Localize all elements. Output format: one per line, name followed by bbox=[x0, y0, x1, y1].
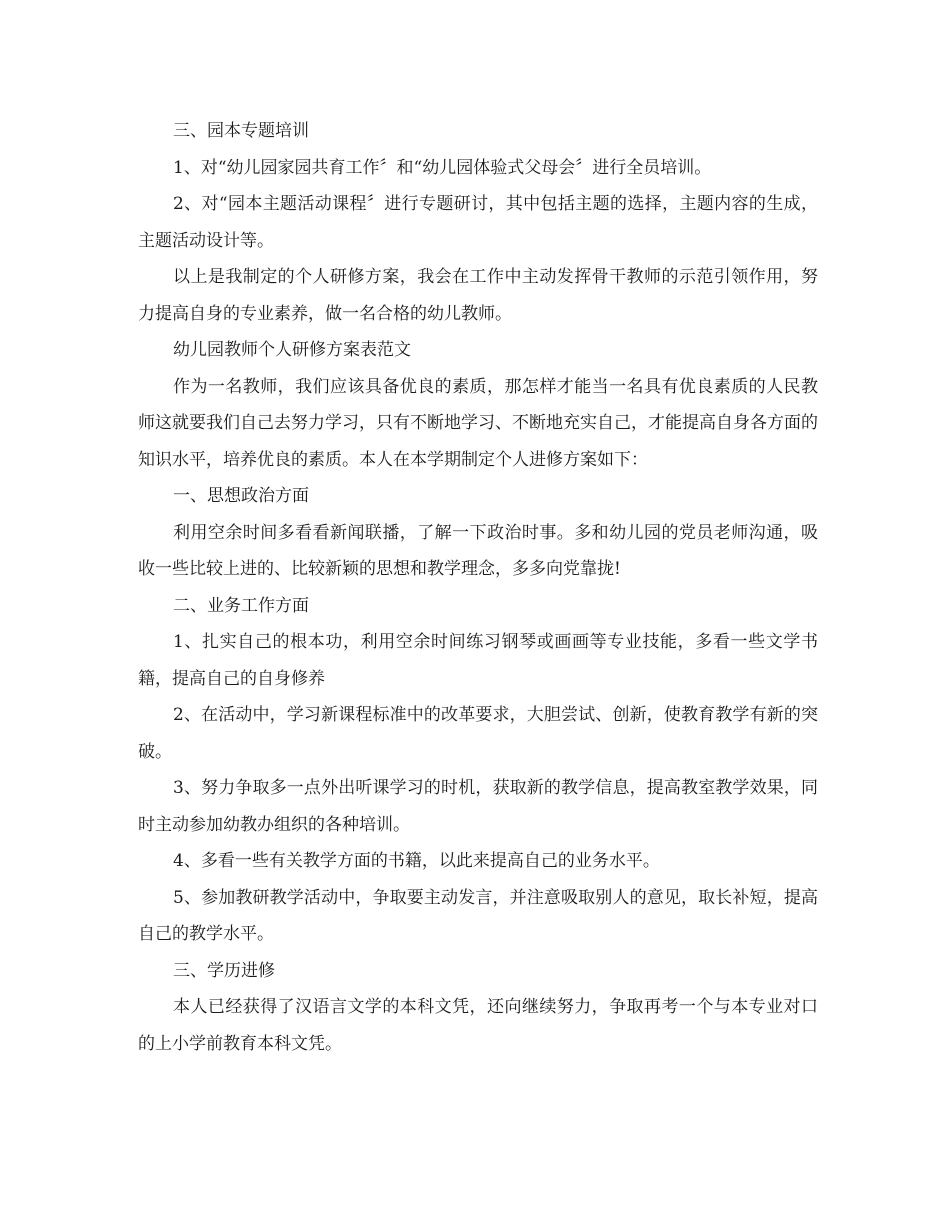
paragraph-training-item-2: 2、对“园本主题活动课程〞进行专题研讨，其中包括主题的选择，主题内容的生成，主题活动设计等。 bbox=[138, 194, 818, 251]
heading-garden-training: 三、园本专题培训 bbox=[173, 121, 309, 141]
heading-political: 一、思想政治方面 bbox=[173, 486, 309, 506]
paragraph-professional-item-4: 4、多看一些有关教学方面的书籍，以此来提高自己的业务水平。 bbox=[173, 851, 660, 871]
paragraph-political: 利用空余时间多看看新闻联播，了解一下政治时事。多和幼儿园的党员老师沟通，吸收一些比较上进的、比较新颖的思想和教学理念，多多向党靠拢! bbox=[138, 522, 818, 579]
paragraph-education: 本人已经获得了汉语言文学的本科文凭，还向继续努力，争取再考一个与本专业对口的上小学前教育本科文凭。 bbox=[138, 997, 818, 1054]
paragraph-professional-item-1: 1、扎实自己的根本功，利用空余时间练习钢琴或画画等专业技能，多看一些文学书籍，提高自己的自身修养 bbox=[138, 632, 818, 689]
heading-education: 三、学历进修 bbox=[173, 960, 275, 981]
paragraph-professional-item-2: 2、在活动中，学习新课程标准中的改革要求，大胆尝试、创新，使教育教学有新的突破。 bbox=[138, 705, 818, 762]
paragraph-professional-item-5: 5、参加教研教学活动中，争取要主动发言，并注意吸取别人的意见，取长补短，提高自己的教学水平。 bbox=[138, 887, 818, 944]
section-title-sample: 幼儿园教师个人研修方案表范文 bbox=[173, 340, 411, 360]
heading-professional: 二、业务工作方面 bbox=[173, 595, 309, 616]
paragraph-plan-summary: 以上是我制定的个人研修方案，我会在工作中主动发挥骨干教师的示范引领作用，努力提高自身的专业素养，做一名合格的幼儿教师。 bbox=[138, 267, 818, 324]
paragraph-introduction: 作为一名教师，我们应该具备优良的素质，那怎样才能当一名具有优良素质的人民教师这就要我们自己去努力学习，只有不断地学习、不断地充实自己，才能提高自身各方面的知识水平，培养优良的素质。本人在本学期制定个人进修方案如下： bbox=[138, 376, 818, 470]
paragraph-professional-item-3: 3、努力争取多一点外出听课学习的时机，获取新的教学信息，提高教室教学效果，同时主动参加幼教办组织的各种培训。 bbox=[138, 778, 818, 835]
paragraph-training-item-1: 1、对“幼儿园家园共育工作〞和“幼儿园体验式父母会〞进行全员培训。 bbox=[173, 157, 712, 178]
document-body bbox=[138, 113, 818, 1062]
